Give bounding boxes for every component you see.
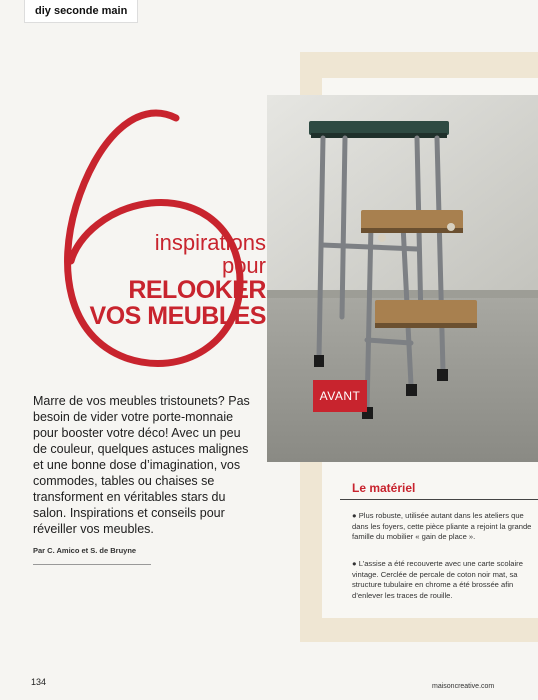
title-line-2: pour [221,253,266,279]
before-badge: AVANT [313,380,367,412]
pointer-icon: ● [352,511,357,520]
stool-illustration [267,95,538,462]
byline-divider [33,564,151,565]
step-stool-photo [267,95,538,462]
section-label: diy seconde main [24,0,138,23]
website-footer: maisoncreative.com [432,683,495,690]
materiel-divider [340,499,538,500]
materiel-box [340,465,538,625]
title-line-1: inspirations [154,230,266,255]
materiel-text-2: L’assise a été recouverte avec une carte scolaire vintage. Cerclée de percale de coton noir mat, sa structure tubulaire en chrome a été brossée afin d’enlever les traces de rouille. [352,559,523,600]
pointer-icon: ● [352,559,357,568]
materiel-title: Le matériel [352,481,416,495]
title-line-3: RELOOKER [128,276,266,305]
byline: Par C. Amico et S. de Bruyne [33,546,137,555]
title-line-4: VOS MEUBLES [89,302,266,331]
materiel-text-1: Plus robuste, utilisée autant dans les ateliers que dans les foyers, cette pièce pliante a rejoint la grande famille du mobilier « gain de place ». [352,511,532,542]
page-number: 134 [31,677,47,687]
page-title [56,231,266,330]
intro-paragraph: Marre de vos meubles tristounets? Pas besoin de vider votre porte-monnaie pour booster votre déco! Avec un peu de couleur, quelques astuces malignes et une bonne dose d’imagination, vos commodes, tables ou chaises se transforment en véritables stars du salon. Inspirations et conseils pour réveiller vos meubles. [33,394,250,536]
materiel-paragraph-2 [352,559,538,602]
materiel-paragraph-1 [352,511,538,543]
